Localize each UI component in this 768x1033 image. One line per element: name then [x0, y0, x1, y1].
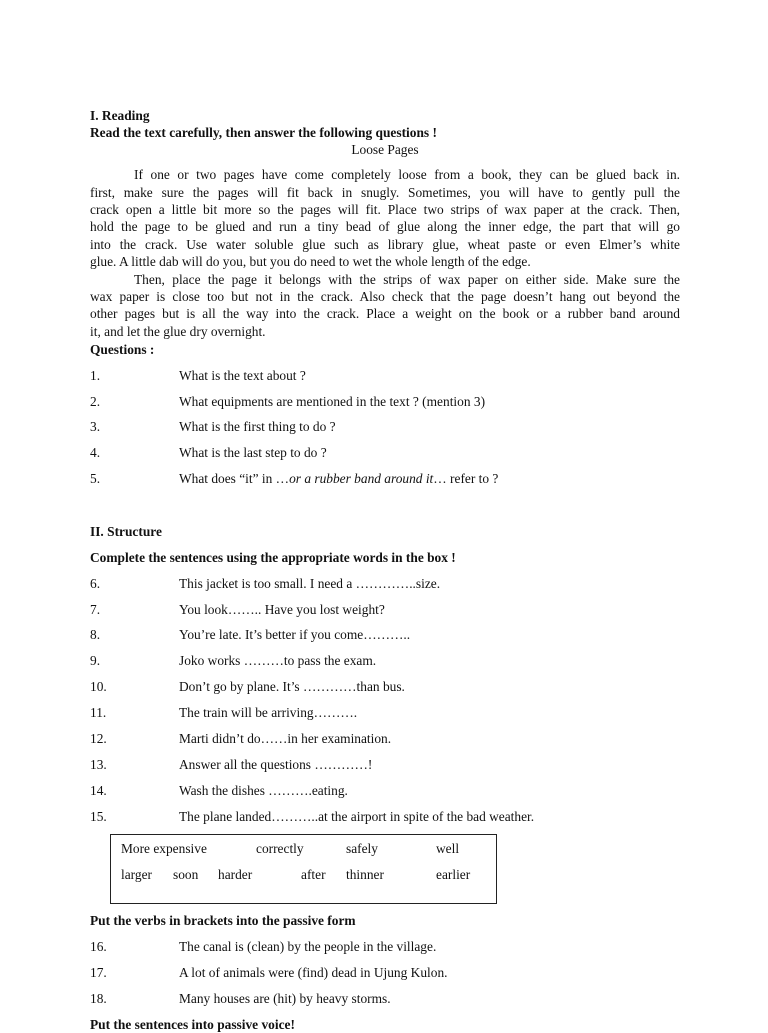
passage-line: wax paper is close too but not in the crack. Also check that the page doesn’t hang out beyond the [90, 289, 680, 304]
word-box-word: harder [218, 867, 253, 882]
item-text: This jacket is too small. I need a …………..size. [179, 576, 441, 591]
word-box-word: after [301, 867, 326, 882]
question-text: What is the last step to do ? [179, 445, 327, 460]
question-number: 4. [90, 445, 101, 460]
item-text: The canal is (clean) by the people in the village. [179, 939, 437, 954]
question-text-post: … refer to ? [433, 471, 499, 486]
word-box-word: well [436, 841, 460, 856]
item-number: 11. [90, 705, 107, 720]
item-text: The train will be arriving………. [179, 705, 358, 720]
passage-line: crack open a little bit more so the pages will fit. Place two strips of wax paper at the crack. Then, [90, 202, 680, 217]
questions-heading: Questions : [90, 342, 155, 357]
item-text: Wash the dishes ……….eating. [179, 783, 348, 798]
passage-line: hold the page to be glued and run a tiny bead of glue along the inner edge, the part that will go [90, 219, 680, 234]
item-number: 18. [90, 991, 107, 1006]
passage-line: it, and let the glue dry overnight. [90, 324, 266, 339]
passive-voice-heading: Put the sentences into passive voice! [90, 1017, 295, 1032]
question-text-pre: What does “it” in … [179, 471, 290, 486]
question-number: 5. [90, 471, 101, 486]
passage-line: into the crack. Use water soluble glue such as library glue, wheat paste or even Elmer’s white [90, 237, 680, 252]
document-page [90, 0, 680, 1032]
section-heading-reading: I. Reading [90, 108, 150, 123]
word-box [110, 834, 497, 904]
word-box-word: thinner [346, 867, 384, 882]
question-number: 3. [90, 419, 101, 434]
item-text: Marti didn’t do……in her examination. [179, 731, 392, 746]
question-text [179, 471, 498, 487]
word-box-word: More expensive [121, 841, 207, 856]
item-number: 9. [90, 653, 101, 668]
passage-line: first, make sure the pages will fit back in snugly. Sometimes, you will have to gently pull the [90, 185, 680, 200]
item-text: You’re late. It’s better if you come……….. [179, 627, 411, 642]
word-box-word: larger [121, 867, 152, 882]
question-text-quote: or a rubber band around it [289, 471, 434, 486]
item-number: 12. [90, 731, 107, 746]
item-number: 14. [90, 783, 107, 798]
item-number: 16. [90, 939, 107, 954]
word-box-word: safely [346, 841, 378, 856]
question-number: 1. [90, 368, 101, 383]
item-number: 6. [90, 576, 101, 591]
passive-instruction: Put the verbs in brackets into the passive form [90, 913, 356, 928]
item-number: 8. [90, 627, 101, 642]
item-number: 17. [90, 965, 107, 980]
passage-line: glue. A little dab will do you, but you do need to wet the whole length of the edge. [90, 254, 531, 269]
question-text: What is the text about ? [179, 368, 306, 383]
item-number: 15. [90, 809, 107, 824]
item-text: The plane landed………..at the airport in spite of the bad weather. [179, 809, 535, 824]
passage-line: Then, place the page it belongs with the strips of wax paper on either side. Make sure the [134, 272, 680, 287]
question-text: What is the first thing to do ? [179, 419, 336, 434]
word-box-word: soon [173, 867, 199, 882]
word-box-word: earlier [436, 867, 471, 882]
passage-line: If one or two pages have come completely loose from a book, they can be glued back in. [134, 167, 680, 182]
passage-line: other pages but is all the way into the crack. Place a weight on the book or a rubber band around [90, 306, 680, 321]
item-number: 7. [90, 602, 101, 617]
question-number: 2. [90, 394, 101, 409]
item-text: A lot of animals were (find) dead in Ujung Kulon. [179, 965, 448, 980]
item-text: Don’t go by plane. It’s …………than bus. [179, 679, 405, 694]
item-text: You look…….. Have you lost weight? [179, 602, 385, 617]
item-text: Many houses are (hit) by heavy storms. [179, 991, 391, 1006]
item-number: 10. [90, 679, 107, 694]
structure-instruction: Complete the sentences using the appropriate words in the box ! [90, 550, 456, 565]
section-heading-structure: II. Structure [90, 524, 162, 539]
item-text: Joko works ………to pass the exam. [179, 653, 377, 668]
item-text: Answer all the questions …………! [179, 757, 373, 772]
item-number: 13. [90, 757, 107, 772]
passage-title: Loose Pages [351, 142, 419, 157]
question-text: What equipments are mentioned in the text ? (mention 3) [179, 394, 486, 409]
word-box-word: correctly [256, 841, 304, 856]
reading-instruction: Read the text carefully, then answer the following questions ! [90, 125, 437, 140]
